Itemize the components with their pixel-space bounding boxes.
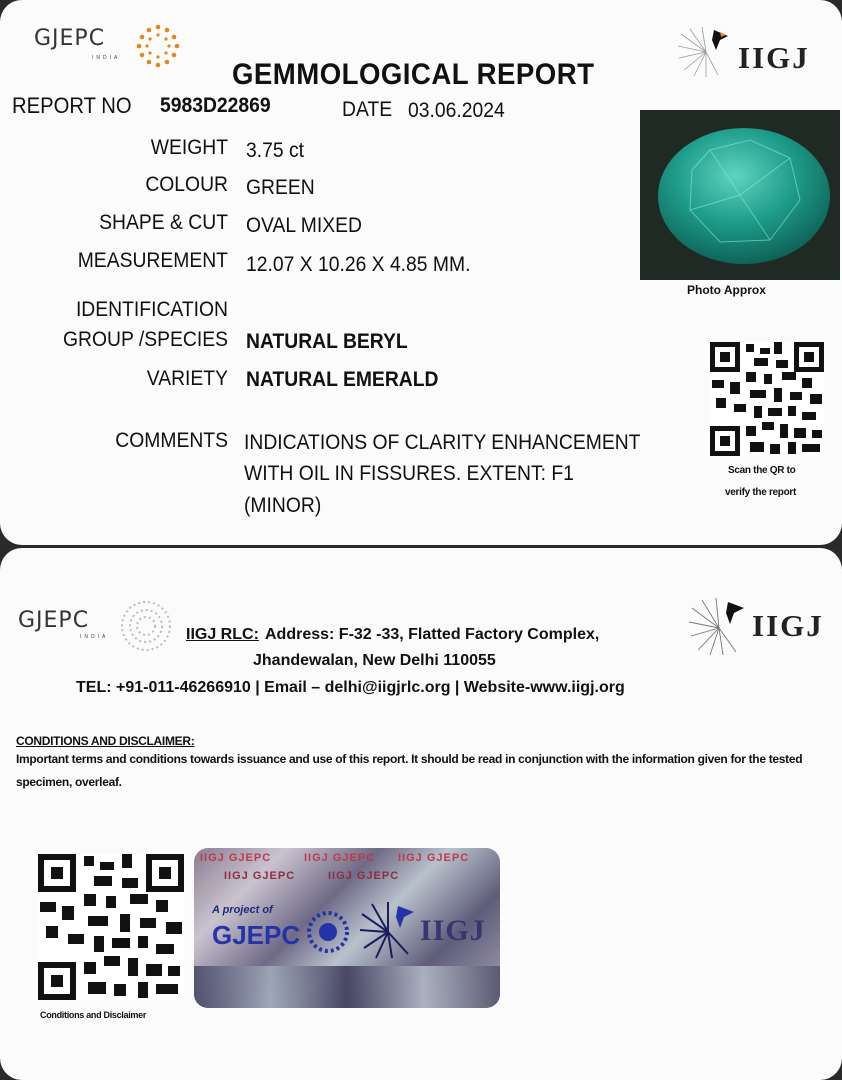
group-species-label: GROUP /SPECIES [63, 328, 229, 351]
group-species-value: NATURAL BERYL [246, 330, 408, 353]
hologram-repeat-row-5: IIGJ GJEPC [328, 870, 400, 882]
hologram-tagline: A project of [212, 904, 273, 916]
verify-qr-code[interactable] [710, 342, 824, 456]
comments-label: COMMENTS [115, 429, 228, 452]
date-label: DATE [342, 98, 393, 121]
qr-caption-line-2: verify the report [725, 487, 797, 498]
weight-label: WEIGHT [150, 136, 228, 159]
emerald-gem-image [640, 110, 840, 280]
date-value: 03.06.2024 [408, 99, 505, 122]
photo-caption: Photo Approx [687, 283, 766, 297]
hologram-sunburst-icon [306, 910, 350, 954]
conditions-qr-caption: Conditions and Disclaimer [40, 1010, 147, 1020]
report-no-label: REPORT NO [12, 93, 132, 118]
report-back-card [0, 548, 842, 1080]
comments-line-1: INDICATIONS OF CLARITY ENHANCEMENT [244, 431, 641, 454]
colour-label: COLOUR [145, 173, 228, 196]
contact-line: TEL: +91-011-46266910 | Email – delhi@iigjrlc.org | Website-www.iigj.org [76, 679, 625, 696]
weight-value: 3.75 ct [246, 139, 305, 162]
conditions-text: Important terms and conditions towards issuance and use of this report. It should be read in conjunction with the information given for the tested specimen, overleaf. [16, 752, 803, 789]
hologram-repeat-row-3: IIGJ GJEPC [398, 852, 470, 864]
measurement-label: MEASUREMENT [77, 249, 228, 272]
address-label: IIGJ RLC: [186, 626, 259, 643]
comments-line-2: WITH OIL IN FISSURES. EXTENT: F1 [244, 462, 574, 485]
hologram-repeat-row-2: IIGJ GJEPC [304, 852, 376, 864]
comments-line-3: (MINOR) [244, 494, 322, 517]
qr-caption-line-1: Scan the QR to [728, 465, 796, 476]
hologram-star-icon [358, 900, 418, 960]
gjepc-logo-text: GJEPC [18, 608, 90, 633]
sunburst-icon [134, 22, 182, 70]
iigj-logo-text: IIGJ [738, 40, 810, 75]
hologram-repeat-row-4: IIGJ GJEPC [224, 870, 296, 882]
report-no-value: 5983D22869 [160, 94, 271, 117]
gjepc-logo-text: GJEPC [34, 26, 106, 51]
address-line-1: Address: F-32 -33, Flatted Factory Complex, [265, 626, 600, 643]
gjepc-logo [34, 26, 105, 51]
hologram-repeat-row-1: IIGJ GJEPC [200, 852, 272, 864]
conditions-heading: CONDITIONS AND DISCLAIMER: [16, 734, 195, 748]
gem-photo [640, 110, 840, 280]
report-title: GEMMOLOGICAL REPORT [232, 58, 595, 91]
conditions-qr-code[interactable] [38, 854, 184, 1000]
variety-value: NATURAL EMERALD [246, 368, 439, 391]
identification-label: IDENTIFICATION [75, 298, 228, 321]
iigj-star-icon [676, 26, 736, 78]
sunburst-icon [118, 598, 174, 654]
variety-label: VARIETY [146, 367, 228, 390]
hologram-iigj-text: IIGJ [420, 914, 486, 947]
address-line-2: Jhandewalan, New Delhi 110055 [253, 652, 496, 669]
iigj-star-icon [688, 596, 750, 656]
shape-cut-label: SHAPE & CUT [99, 211, 229, 234]
measurement-value: 12.07 X 10.26 X 4.85 MM. [246, 253, 471, 276]
hologram-shine [194, 966, 500, 1008]
security-hologram [194, 848, 500, 1008]
gjepc-logo-subtitle: INDIA [80, 634, 109, 640]
gjepc-logo-subtitle: INDIA [92, 55, 121, 61]
colour-value: GREEN [246, 176, 315, 199]
iigj-logo-text: IIGJ [752, 608, 824, 643]
hologram-gjepc-text: GJEPC [212, 920, 301, 950]
shape-cut-value: OVAL MIXED [246, 214, 362, 237]
